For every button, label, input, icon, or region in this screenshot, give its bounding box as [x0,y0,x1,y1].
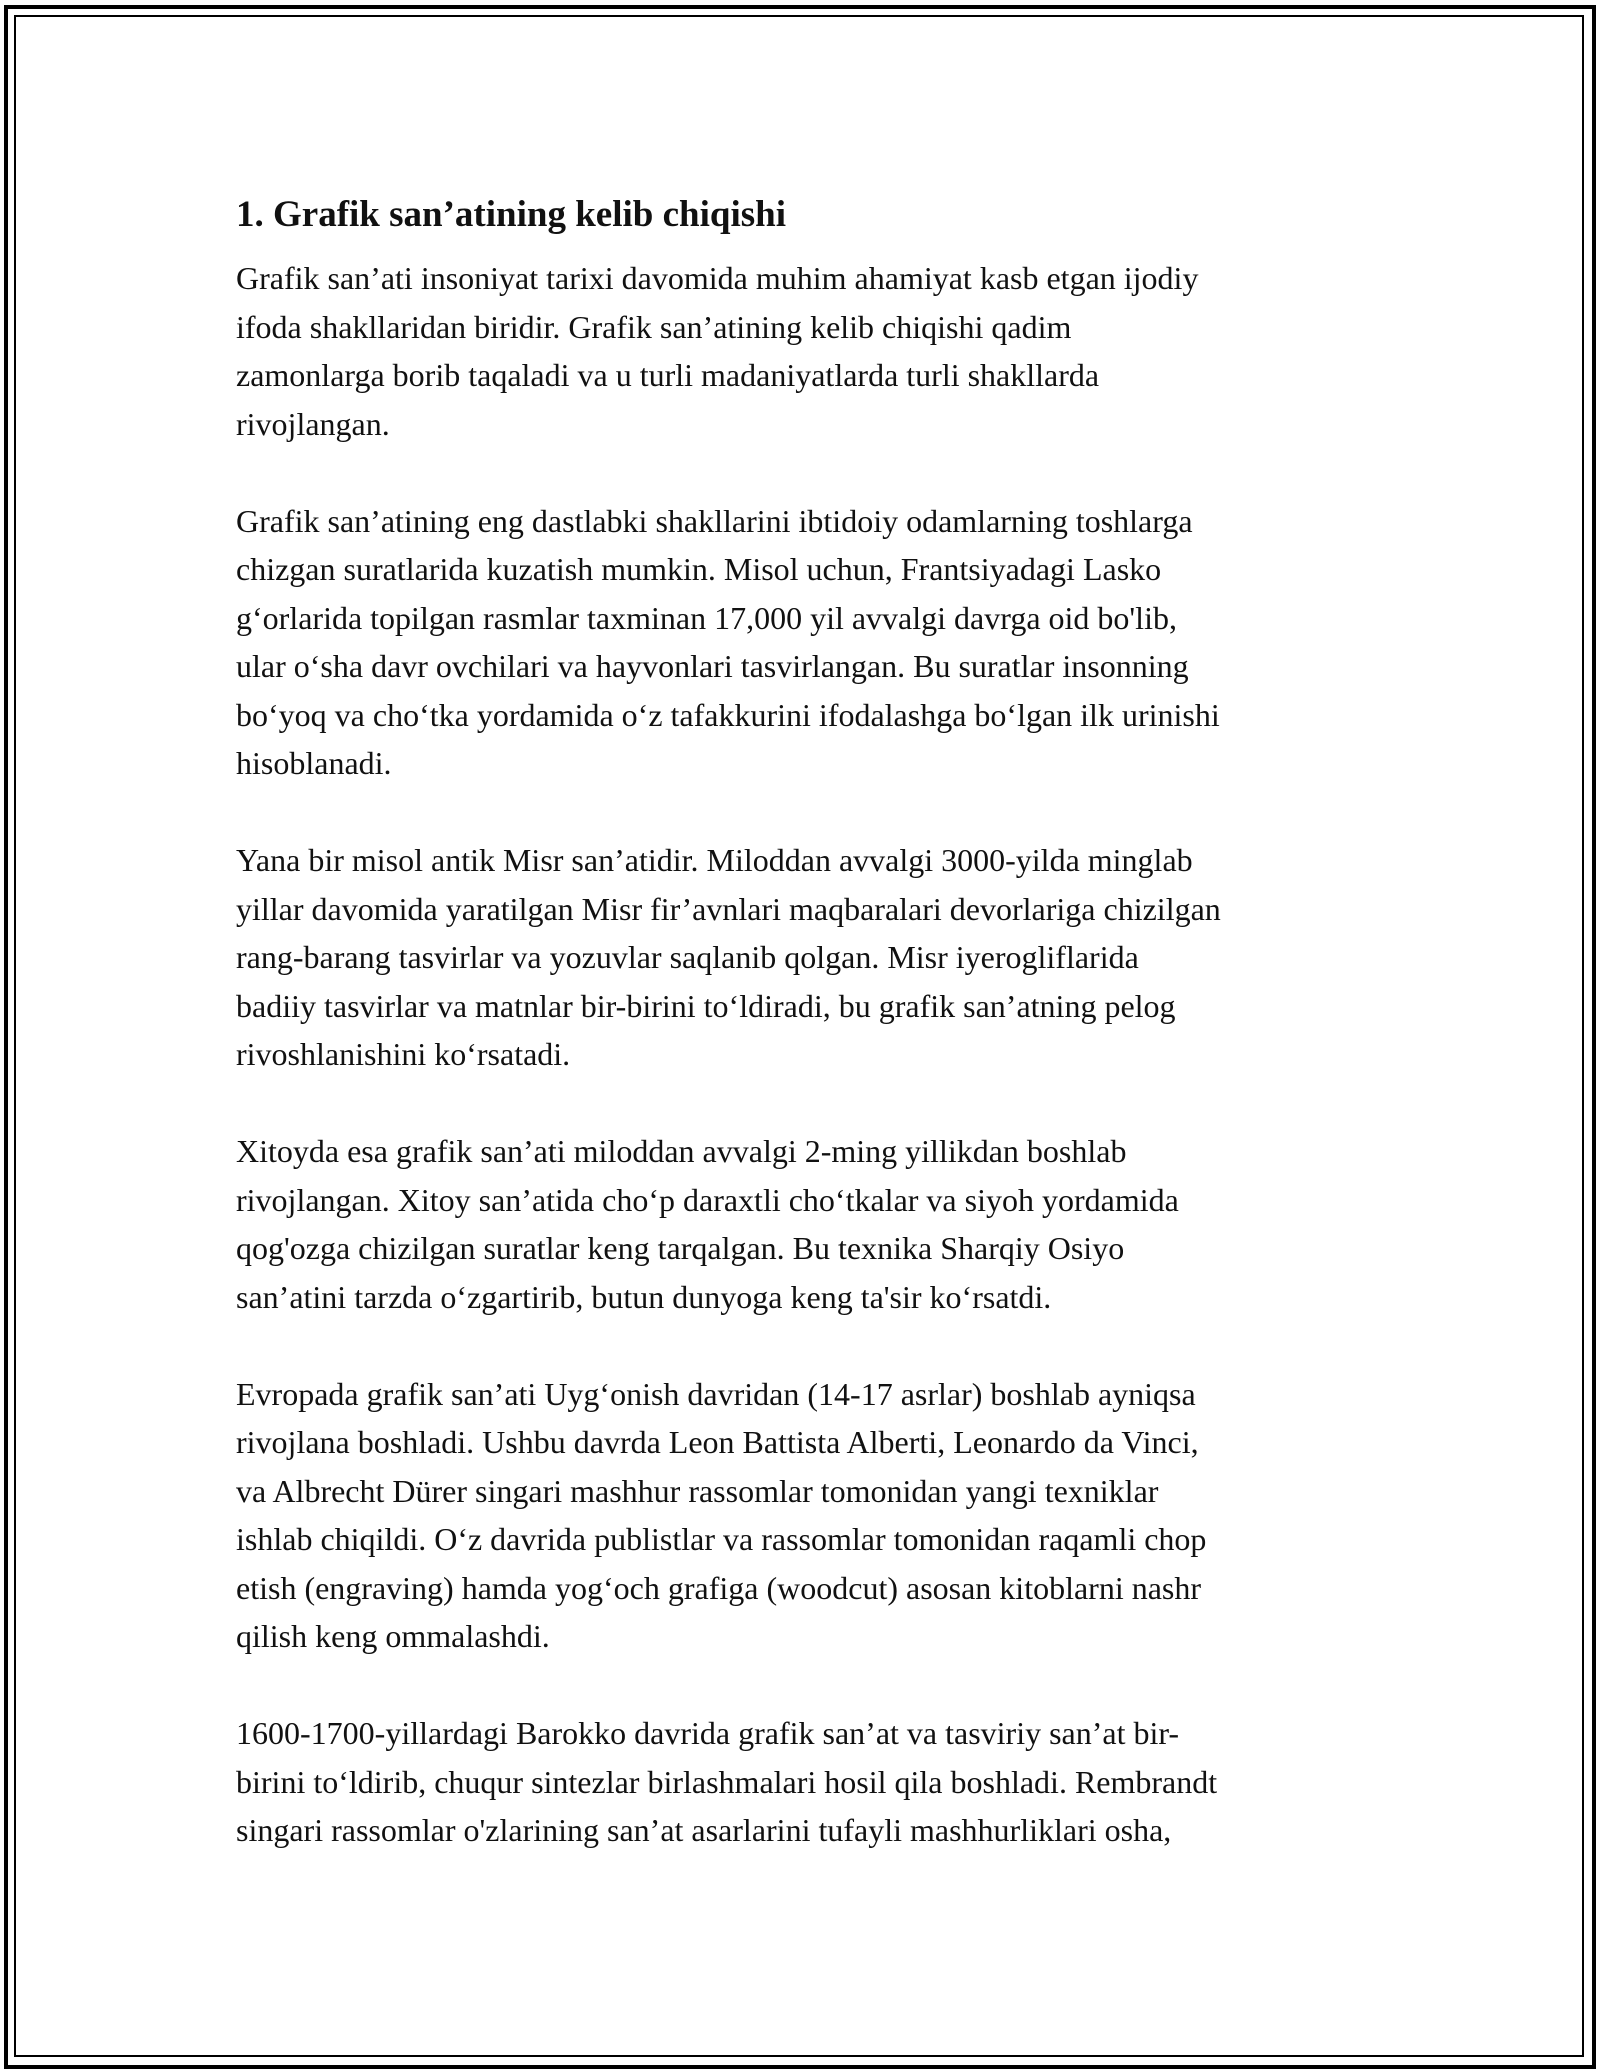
text-line: zamonlarga borib taqaladi va u turli madaniyatlarda turli shakllarda [236,357,1100,393]
text-line: Evropada grafik san’ati Uyg‘onish davridan (14-17 asrlar) boshlab ayniqsa [236,1375,1196,1412]
text-line: Yana bir misol antik Misr san’atidir. Miloddan avvalgi 3000-yilda minglab [236,842,1193,878]
text-line: Grafik san’ati insoniyat tarixi davomida muhim ahamiyat kasb etgan ijodiy [236,260,1199,296]
paragraph-4 [236,1127,1366,1321]
text-line: qilish keng ommalashdi. [236,1618,550,1654]
paragraph-6 [236,1709,1366,1855]
text-line: san’atini tarzda o‘zgartirib, butun dunyoga keng ta'sir ko‘rsatdi. [236,1278,1052,1315]
text-line: etish (engraving) hamda yog‘och grafiga (woodcut) asosan kitoblarni nashr [236,1569,1202,1606]
text-line: badiiy tasvirlar va matnlar bir-birini to‘ldiradi, bu grafik san’atning pelog [236,987,1176,1024]
text-line: singari rassomlar o'zlarining san’at asarlarini tufayli mashhurliklari osha, [236,1812,1172,1848]
text-line: ular o‘sha davr ovchilari va hayvonlari tasvirlangan. Bu suratlar insonning [236,648,1189,684]
text-line: rang-barang tasvirlar va yozuvlar saqlanib qolgan. Misr iyerogliflarida [236,939,1139,975]
document-body [236,188,1366,1903]
text-line: ishlab chiqildi. O‘z davrida publistlar va rassomlar tomonidan raqamli chop [236,1521,1207,1557]
text-line: yillar davomida yaratilgan Misr fir’avnlari maqbaralari devorlariga chizilgan [236,890,1221,927]
paragraph-1 [236,254,1366,448]
paragraph-2 [236,497,1366,788]
text-line: bo‘yoq va cho‘tka yordamida o‘z tafakkurini ifodalashga bo‘lgan ilk urinishi [236,696,1220,733]
text-line: Xitoyda esa grafik san’ati miloddan avvalgi 2-ming yillikdan boshlab [236,1133,1127,1169]
text-line: Grafik san’atining eng dastlabki shakllarini ibtidoiy odamlarning toshlarga [236,502,1193,539]
text-line: rivojlana boshladi. Ushbu davrda Leon Battista Alberti, Leonardo da Vinci, [236,1424,1199,1460]
paragraph-5 [236,1370,1366,1661]
text-line: rivojlangan. Xitoy san’atida cho‘p daraxtli cho‘tkalar va siyoh yordamida [236,1181,1179,1218]
page-title: 1. Grafik san’atining kelib chiqishi [236,194,786,235]
text-line: ifoda shakllaridan biridir. Grafik san’atining kelib chiqishi qadim [236,308,1072,345]
text-line: va Albrecht Dürer singari mashhur rassomlar tomonidan yangi texniklar [236,1472,1159,1509]
text-line: 1600-1700-yillardagi Barokko davrida grafik san’at va tasviriy san’at bir- [236,1715,1180,1751]
text-line: qog'ozga chizilgan suratlar keng tarqalgan. Bu texnika Sharqiy Osiyo [236,1230,1125,1266]
text-line: g‘orlarida topilgan rasmlar taxminan 17,000 yil avvalgi davrga oid bo'lib, [236,599,1177,636]
text-line: rivoshlanishini ko‘rsatadi. [236,1036,571,1072]
text-line: birini to‘ldirib, chuqur sintezlar birlashmalari hosil qila boshladi. Rembrandt [236,1763,1218,1800]
text-line: chizgan suratlarida kuzatish mumkin. Misol uchun, Frantsiyadagi Lasko [236,551,1162,587]
paragraph-3 [236,836,1366,1079]
text-line: hisoblanadi. [236,745,392,781]
text-line: rivojlangan. [236,405,390,442]
